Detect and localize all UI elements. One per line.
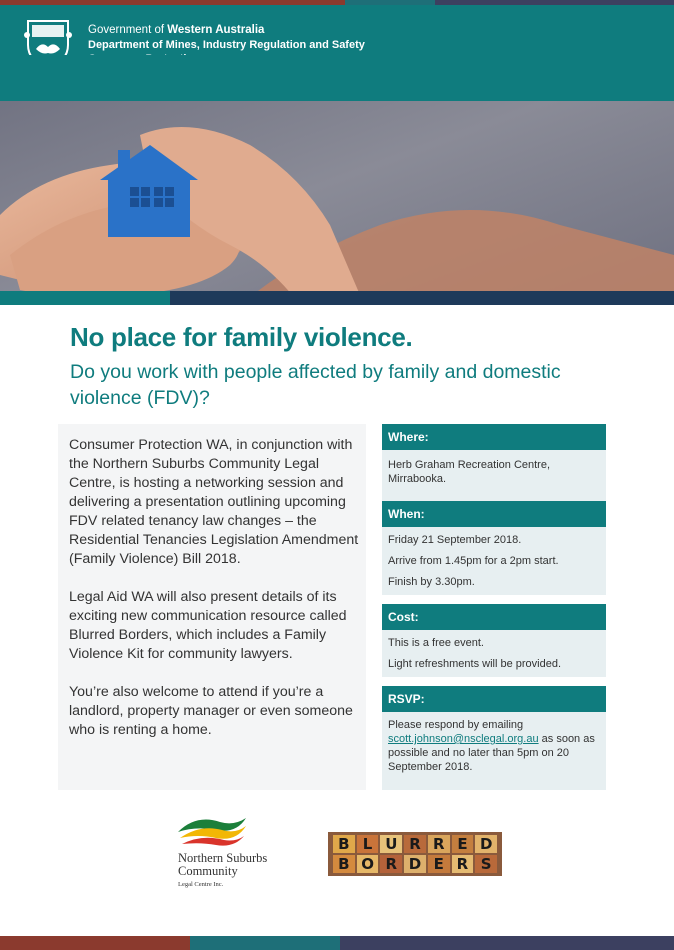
cost-panel <box>382 604 606 677</box>
where-panel <box>382 424 606 503</box>
nsclc-subtitle: Legal Centre Inc. <box>178 881 224 888</box>
rsvp-panel <box>382 686 606 790</box>
bottom-color-stripe <box>0 936 674 950</box>
government-title: Government of Western Australia <box>88 24 265 36</box>
nsclc-swoosh-icon <box>176 814 248 850</box>
cost-refreshments: Light refreshments will be provided. <box>388 658 562 670</box>
rsvp-text: Please respond by emailing scott.johnson@nsclegal.org.au as soon as possible and no later than 5pm on 20 September 2018. <box>388 719 595 773</box>
hands-holding-house-photo <box>0 55 674 305</box>
event-description-box <box>58 424 366 790</box>
description-paragraph: Consumer Protection WA, in conjunction with the Northern Suburbs Community Legal Centre, is hosting a networking session and delivering a presentation outlining upcoming FDV related tenancy law changes – the Residential Tenancies Legislation Amendment (Family Violence) Bill 2018. <box>69 437 359 567</box>
blurred-word: B L U R R E D <box>332 835 498 853</box>
description-paragraph: Legal Aid WA will also present details of its exciting new communication resource called Blurred Borders, which includes a Family Violence Kit for community lawyers. <box>69 589 347 662</box>
cost-heading: Cost: <box>382 604 606 630</box>
cost-free: This is a free event. <box>388 637 484 649</box>
blurred-borders-logo <box>328 832 502 876</box>
page-headline: No place for family violence. <box>70 322 413 352</box>
nsclc-name-line2: Community <box>178 864 238 878</box>
rsvp-heading: RSVP: <box>382 686 606 712</box>
where-heading: Where: <box>382 424 606 450</box>
when-finish: Finish by 3.30pm. <box>388 576 475 588</box>
rsvp-email-link[interactable]: scott.johnson@nsclegal.org.au <box>388 733 539 745</box>
borders-word: B O R D E R S <box>332 855 498 873</box>
when-arrival: Arrive from 1.45pm for a 2pm start. <box>388 555 559 567</box>
when-panel <box>382 501 606 595</box>
when-heading: When: <box>382 501 606 527</box>
nsclc-logo <box>172 814 282 894</box>
where-value: Herb Graham Recreation Centre, Mirrabooka. <box>388 459 551 485</box>
when-date: Friday 21 September 2018. <box>388 534 522 546</box>
page-subheadline: Do you work with people affected by family and domestic violence (FDV)? <box>70 361 561 409</box>
department-name: Department of Mines, Industry Regulation and Safety <box>88 38 365 51</box>
nsclc-name-line1: Northern Suburbs <box>178 851 268 865</box>
description-paragraph: You’re also welcome to attend if you’re a landlord, property manager or even someone who is renting a home. <box>69 684 353 738</box>
